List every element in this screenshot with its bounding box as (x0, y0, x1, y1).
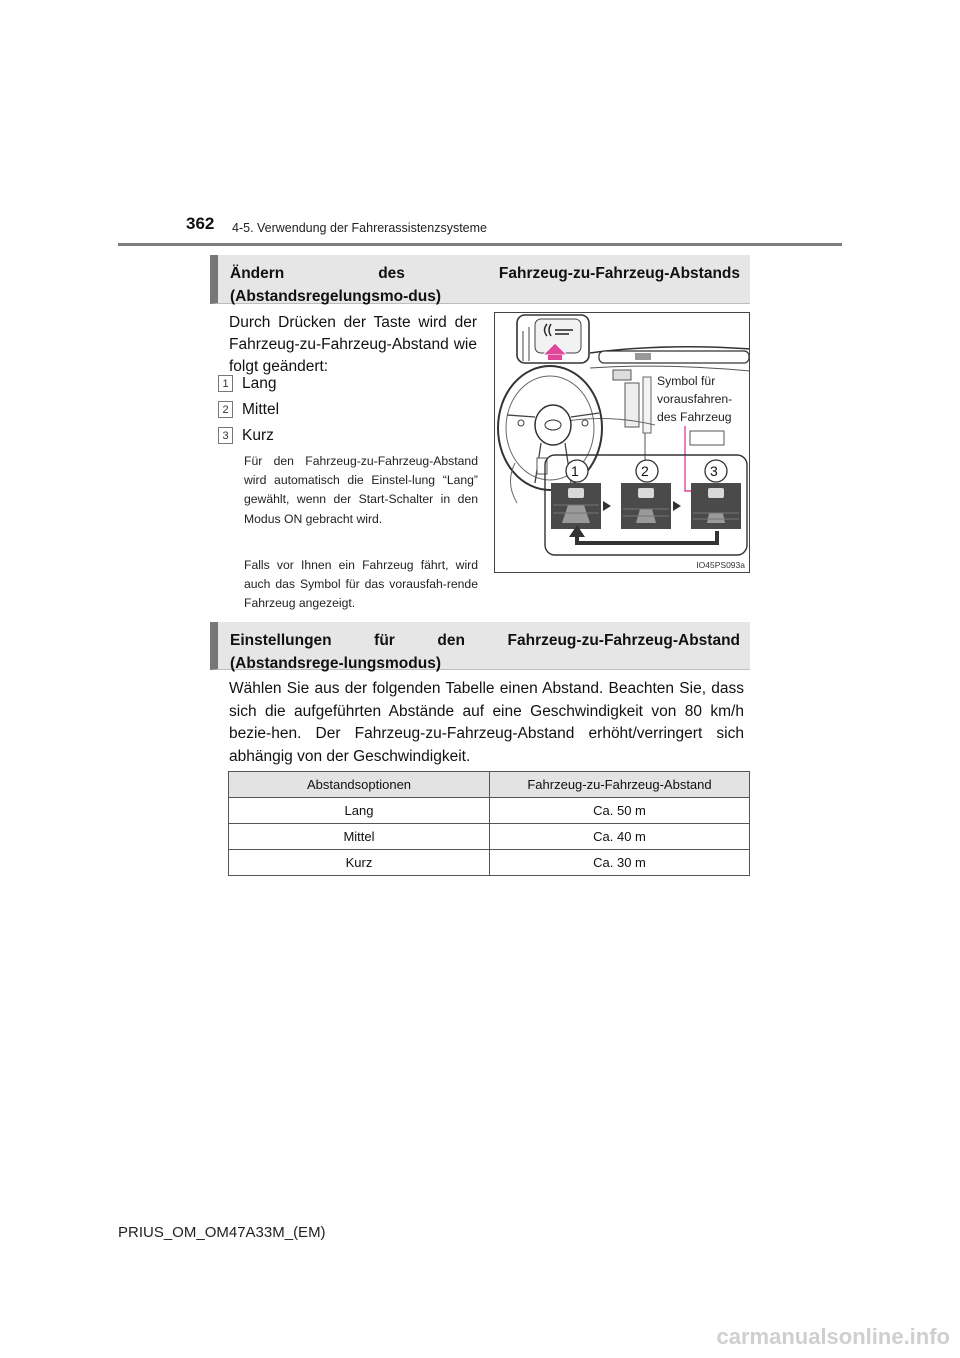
section-heading-distance-settings: Einstellungen für den Fahrzeug-zu-Fahrzeug-Abstand (Abstandsrege-lungsmodus) (210, 622, 750, 670)
page-number: 362 (186, 214, 215, 233)
table-header-row (229, 772, 750, 798)
dashboard-drawing (495, 313, 750, 573)
figure-number-3: 3 (710, 463, 718, 479)
note-default-setting: Für den Fahrzeug-zu-Fahrzeug-Abstand wird automatisch die Einstel-lung “Lang” gewählt, wenn der Start-Schalter in den Modus ON gebracht wird. (244, 454, 478, 526)
note-preceding-vehicle: Falls vor Ihnen ein Fahrzeug fährt, wird auch das Symbol für das vorausfah-rende Fahrzeug angezeigt. (244, 558, 478, 611)
distance-table (228, 771, 750, 876)
table-cell: Mittel (229, 824, 490, 850)
number-1-icon: 1 (218, 375, 233, 392)
table-cell: Kurz (229, 850, 490, 876)
footer-document-code: PRIUS_OM_OM47A33M_(EM) (118, 1224, 326, 1241)
list-item-medium (218, 401, 279, 419)
number-3-icon: 3 (218, 427, 233, 444)
chapter-title: 4-5. Verwendung der Fahrerassistenzsysteme (232, 221, 487, 235)
table-row (229, 824, 750, 850)
column-header-distance: Fahrzeug-zu-Fahrzeug-Abstand (490, 772, 750, 798)
settings-paragraph: Wählen Sie aus der folgenden Tabelle einen Abstand. Beachten Sie, dass sich die aufgeführten Abstände auf eine Geschwindigkeit von 80 km/h bezie-hen. Der Fahrzeug-zu-Fahrzeug-Abstand erhöht/verringert sich abhängig von der Geschwindigkeit. (229, 680, 744, 765)
watermark: carmanualsonline.info (716, 1324, 950, 1349)
section-heading-distance-change: Ändern des Fahrzeug-zu-Fahrzeug-Abstands (Abstandsregelungsmo-dus) (210, 255, 750, 304)
list-item-label: Kurz (242, 427, 274, 444)
table-row (229, 798, 750, 824)
table-cell: Ca. 40 m (490, 824, 750, 850)
column-header-options: Abstandsoptionen (229, 772, 490, 798)
table-row (229, 850, 750, 876)
dashboard-illustration (494, 312, 750, 573)
list-item-label: Mittel (242, 401, 280, 418)
callout-line-1: Symbol für (657, 374, 716, 388)
intro-paragraph: Durch Drücken der Taste wird der Fahrzeug-zu-Fahrzeug-Abstand wie folgt geändert: (229, 314, 477, 375)
list-item-long (218, 375, 276, 393)
header-divider (118, 243, 842, 246)
figure-number-2: 2 (641, 463, 649, 479)
figure-callout-preceding-vehicle (656, 372, 733, 426)
table-cell: Ca. 50 m (490, 798, 750, 824)
list-item-label: Lang (242, 375, 277, 392)
callout-line-3: des Fahrzeug (657, 410, 732, 424)
table-cell: Lang (229, 798, 490, 824)
callout-line-2: vorausfahren- (657, 392, 733, 406)
table-cell: Ca. 30 m (490, 850, 750, 876)
figure-number-1: 1 (571, 463, 579, 479)
figure-code: IO45PS093a (696, 560, 745, 570)
list-item-short (218, 427, 274, 445)
number-2-icon: 2 (218, 401, 233, 418)
